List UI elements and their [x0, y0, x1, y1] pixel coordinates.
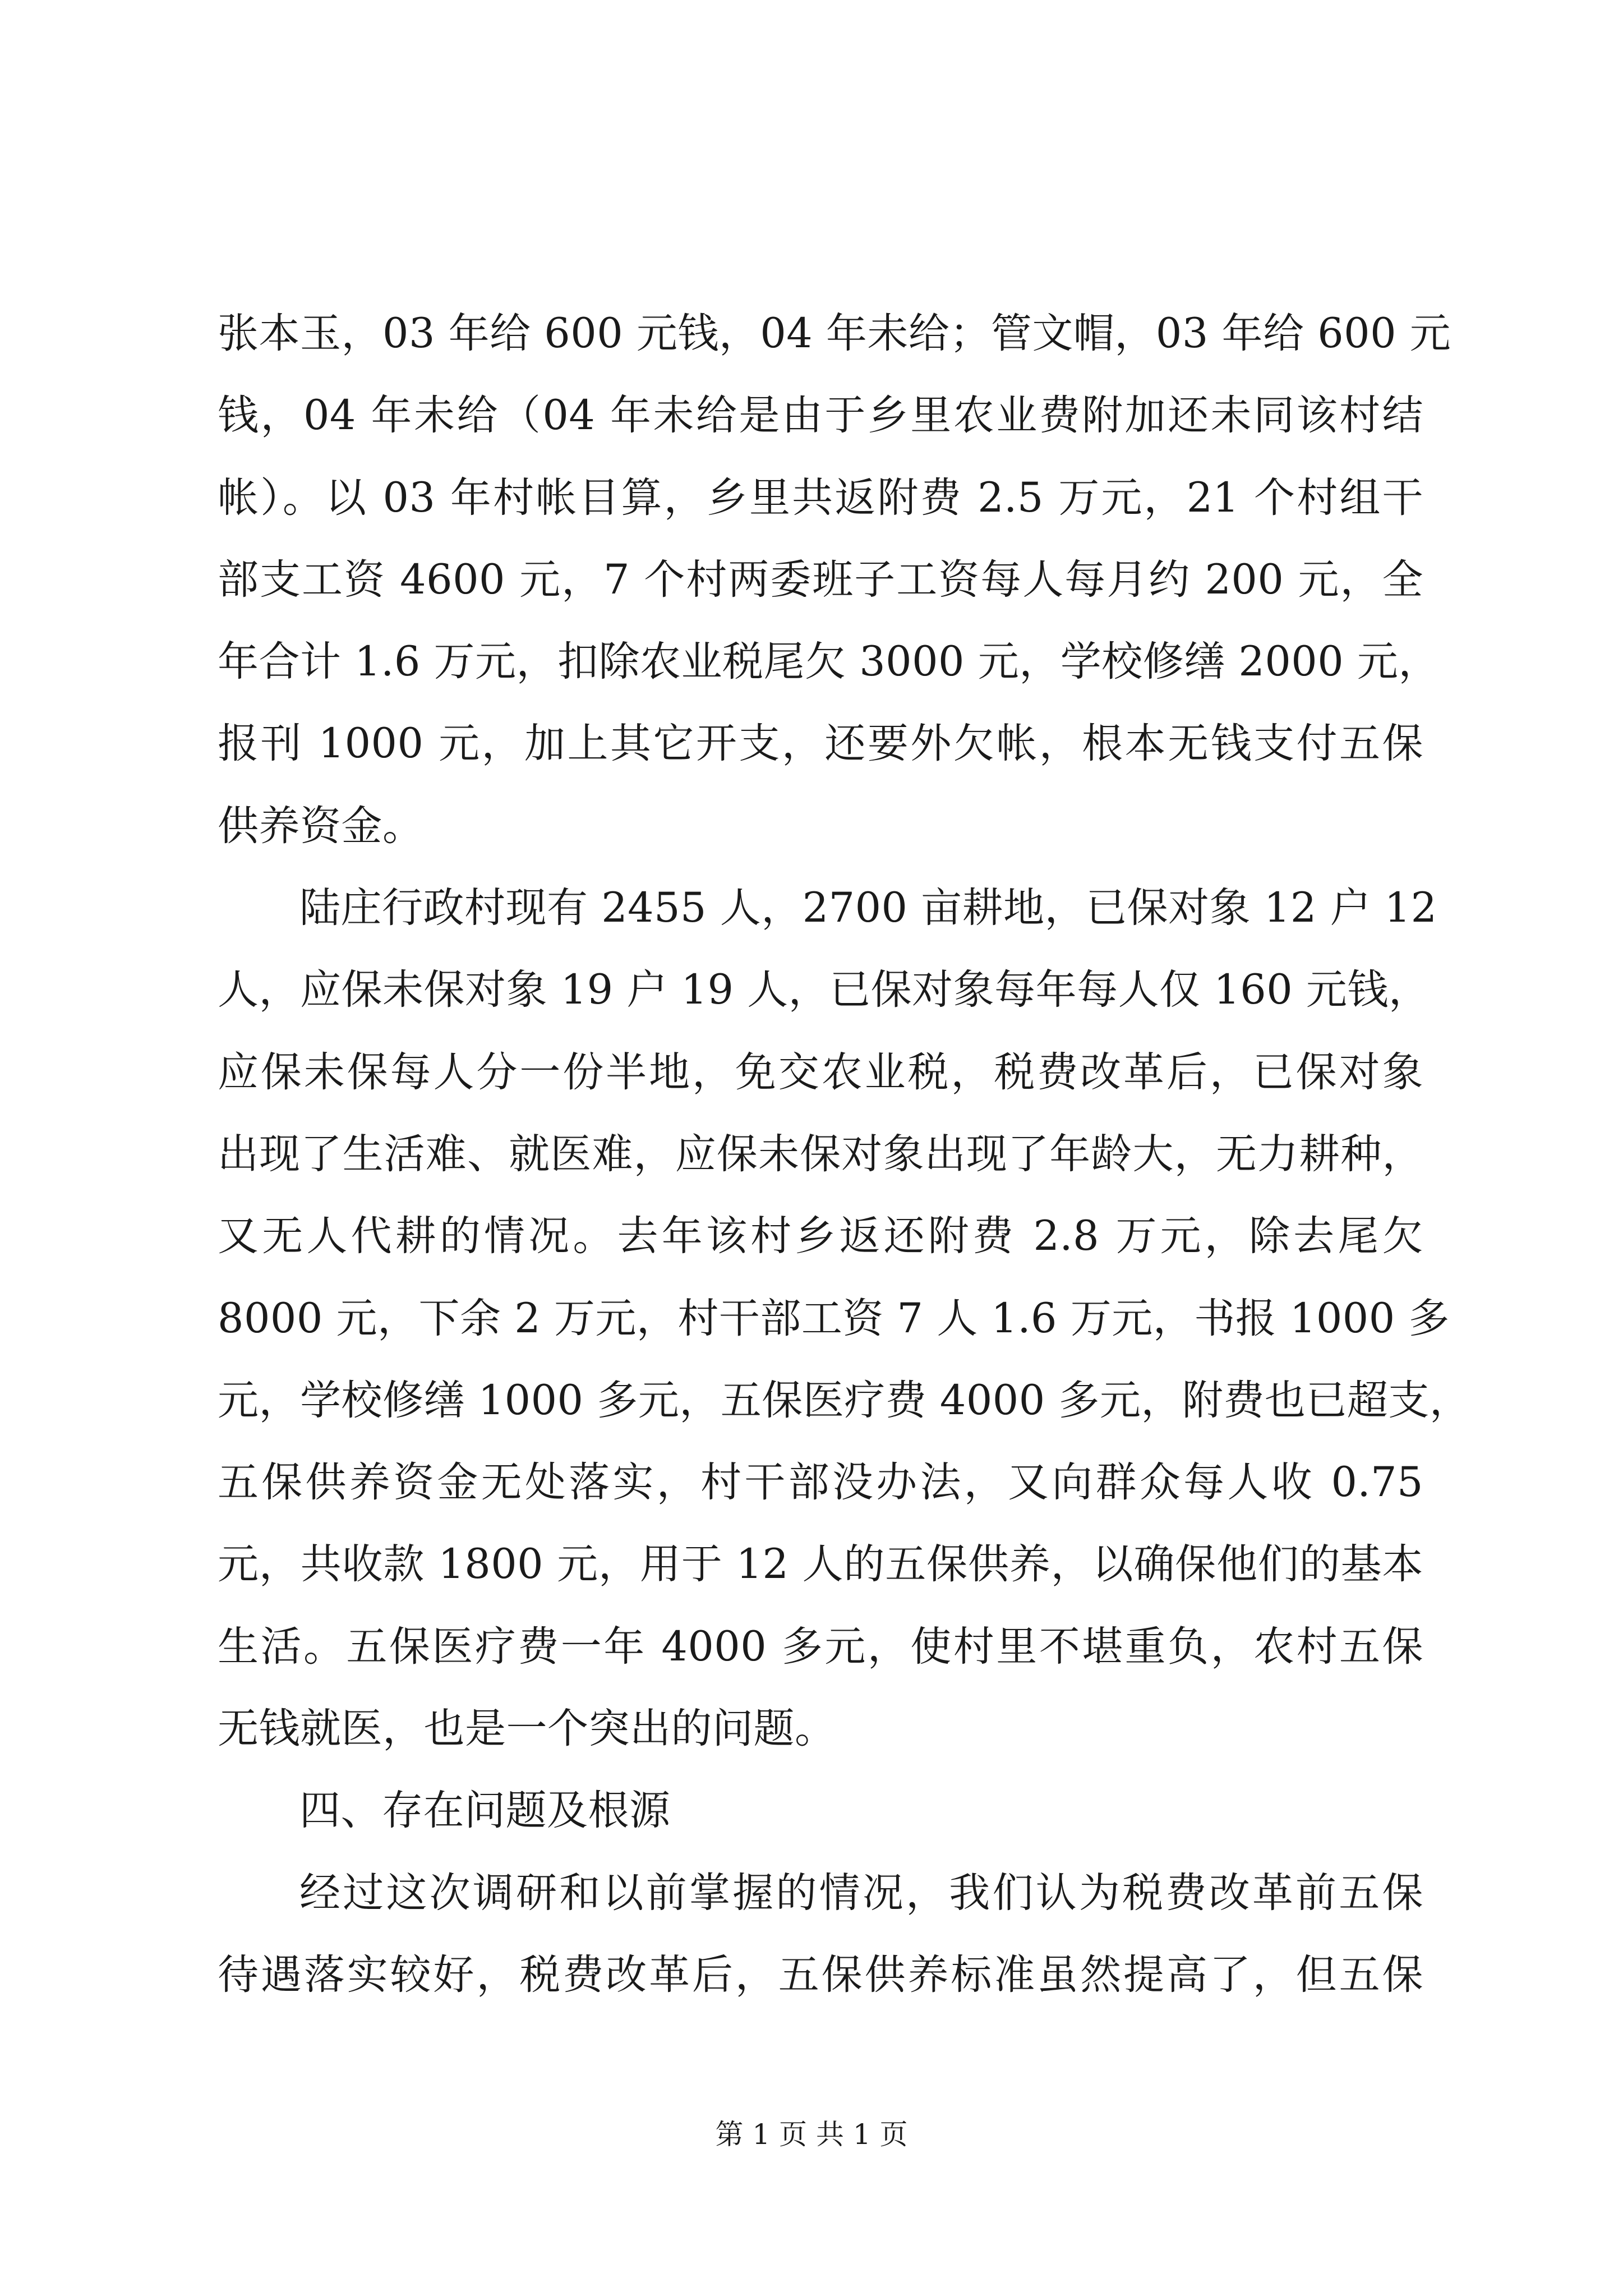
- text-line: 张本玉，03 年给 600 元钱，04 年未给；管文帽，03 年给 600 元: [218, 310, 1451, 357]
- text-line: 元，学校修缮 1000 多元，五保医疗费 4000 多元，附费也已超支，: [218, 1376, 1471, 1424]
- text-line: 出现了生活难、就医难，应保未保对象出现了年龄大，无力耕种，: [218, 1130, 1423, 1178]
- text-line: 报刊 1000 元，加上其它开支，还要外欠帐，根本无钱支付五保: [218, 720, 1423, 768]
- text-line: 8000 元，下余 2 万元，村干部工资 7 人 1.6 万元，书报 1000 多: [218, 1294, 1450, 1342]
- text-line: 生活。五保医疗费一年 4000 多元，使村里不堪重负，农村五保: [218, 1622, 1423, 1671]
- text-line: 又无人代耕的情况。去年该村乡返还附费 2.8 万元，除去尾欠: [218, 1212, 1423, 1260]
- text-line: 钱，04 年未给（04 年未给是由于乡里农业费附加还未同该村结: [218, 392, 1423, 440]
- page-number-label: 第 1 页 共 1 页: [715, 2118, 908, 2151]
- text-line: 待遇落实较好，税费改革后，五保供养标准虽然提高了，但五保: [218, 1950, 1423, 1999]
- document-body: [218, 293, 1471, 2016]
- text-line: 年合计 1.6 万元，扣除农业税尾欠 3000 元，学校修缮 2000 元，: [218, 638, 1440, 686]
- text-line: 人，应保未保对象 19 户 19 人，已保对象每年每人仅 160 元钱，: [218, 966, 1430, 1014]
- text-line: 经过这次调研和以前掌握的情况，我们认为税费改革前五保: [299, 1869, 1423, 1917]
- text-line: 供养资金。: [218, 802, 424, 850]
- text-line: 帐）。以 03 年村帐目算，乡里共返附费 2.5 万元，21 个村组干: [218, 473, 1423, 522]
- section-heading: 四、存在问题及根源: [299, 1787, 671, 1835]
- text-line: 陆庄行政村现有 2455 人，2700 亩耕地，已保对象 12 户 12: [299, 884, 1437, 932]
- page-footer: [0, 2112, 1623, 2152]
- text-line: 无钱就医，也是一个突出的问题。: [218, 1705, 836, 1753]
- text-line: 五保供养资金无处落实，村干部没办法，又向群众每人收 0.75: [218, 1458, 1423, 1507]
- text-line: 部支工资 4600 元，7 个村两委班子工资每人每月约 200 元，全: [218, 555, 1423, 604]
- text-line: 应保未保每人分一份半地，免交农业税，税费改革后，已保对象: [218, 1048, 1423, 1096]
- text-line: 元，共收款 1800 元，用于 12 人的五保供养，以确保他们的基本: [218, 1540, 1423, 1589]
